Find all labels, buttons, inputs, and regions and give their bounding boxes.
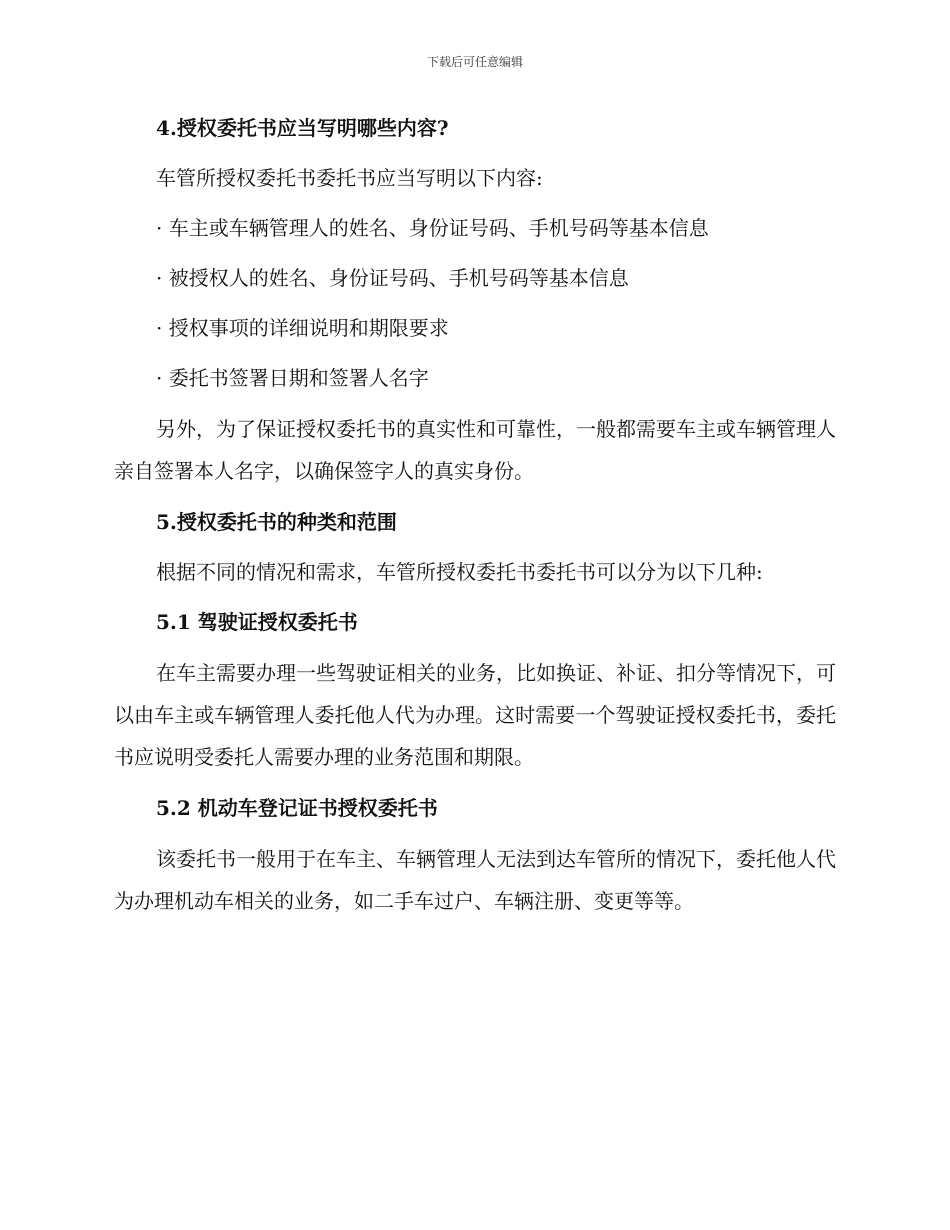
bullet-item: · 委托书签署日期和签署人名字 xyxy=(156,366,429,390)
subsection-5-2-text: 该委托书一般用于在车主、车辆管理人无法到达车管所的情况下，委托他人代为办理机动车相关的业务，如二手车过户、车辆注册、变更等等。 xyxy=(114,847,836,913)
subsection-5-1-heading: 5.1 驾驶证授权委托书 xyxy=(156,610,358,634)
section-5-heading: 5.授权委托书的种类和范围 xyxy=(156,510,397,534)
bullet-item: · 授权事项的详细说明和期限要求 xyxy=(156,316,449,340)
bullet-item: · 被授权人的姓名、身份证号码、手机号码等基本信息 xyxy=(156,266,629,290)
section-4-intro: 车管所授权委托书委托书应当写明以下内容: xyxy=(156,166,543,190)
bullet-item: · 车主或车辆管理人的姓名、身份证号码、手机号码等基本信息 xyxy=(156,216,709,240)
page-header: 下载后可任意编辑 xyxy=(426,55,523,69)
section-4-note: 另外，为了保证授权委托书的真实性和可靠性，一般都需要车主或车辆管理人亲自签署本人名字，以确保签字人的真实身份。 xyxy=(114,417,836,483)
section-5-intro: 根据不同的情况和需求，车管所授权委托书委托书可以分为以下几种: xyxy=(156,560,763,584)
subsection-5-1-text: 在车主需要办理一些驾驶证相关的业务，比如换证、补证、扣分等情况下，可以由车主或车辆管理人委托他人代为办理。这时需要一个驾驶证授权委托书，委托书应说明受委托人需要办理的业务范围和期限。 xyxy=(114,661,836,769)
section-4-heading: 4.授权委托书应当写明哪些内容? xyxy=(156,116,449,140)
subsection-5-2-heading: 5.2 机动车登记证书授权委托书 xyxy=(156,796,438,820)
document-body xyxy=(114,108,836,922)
